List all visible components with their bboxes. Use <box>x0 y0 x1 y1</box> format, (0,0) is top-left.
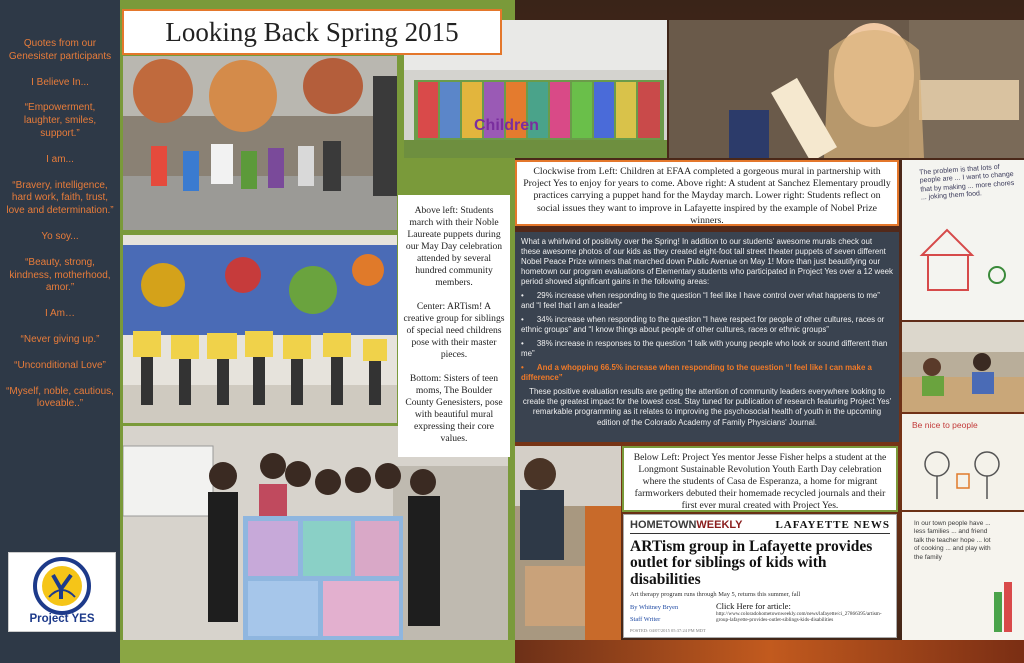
quote: “Never giving up.” <box>20 333 100 345</box>
caption-left-2: Center: ARTism! A creative group for siblings of special need childrens pose with their master pieces. <box>403 300 505 360</box>
quote: “Bravery, intelligence, hard work, faith, trust, love and determination.” <box>6 179 114 217</box>
quote: “Myself, noble, cautious, loveable..” <box>6 385 114 410</box>
note-mid-text: Be nice to people <box>912 420 978 430</box>
orange-footer-strip <box>515 640 1024 663</box>
byline-name: By Whitney Bryen <box>630 603 679 611</box>
newspaper-subhead: Art therapy program runs through May 5, returns this summer, fall <box>630 590 801 598</box>
stat-bullet: • 29% increase when responding to the question “I feel like I have control over what happens to me” and “I feel that I am a leader” <box>521 291 880 311</box>
note-bottom-text: In our town people have ... less families ... and friend talk the teacher hope ... lot of cooking ... and play with the family <box>914 520 991 561</box>
newspaper-section: LAFAYETTE NEWS <box>775 519 890 531</box>
highlight-text: And a whopping 66.5% increase when responding to the question “I feel like I can make a difference” <box>521 363 872 383</box>
mural-word: Children <box>474 117 539 134</box>
quote-heading: Quotes from our Genesister participants <box>8 38 112 62</box>
byline-role: Staff Writer <box>630 615 661 623</box>
quote: “Empowerment, laughter, smiles, support.” <box>23 102 97 139</box>
mentor-image <box>515 446 621 640</box>
puppet-hand-image <box>669 20 1024 158</box>
intro-paragraph: What a whirlwind of positivity over the Spring! In addition to our students' awesome murals check out these awesome photos of our kids as they created eight-foot tall street theater puppets of seven different Nobel Peace Prize winners that marched down Public Avenue on May 1! More than just beautifying our hometown our program evaluations of Elementary students who participated in Project Yes over a 12 week period showed significant gains in the following areas: <box>521 237 893 287</box>
stat-bullet-text: 34% increase when responding to the question “I have respect for people of other cultures, races or ethnic groups” and “I know things about people of other cultures, races or ethnic groups” <box>521 315 885 335</box>
photo-artism-group <box>123 235 397 423</box>
photo-classroom <box>902 322 1024 412</box>
photo-student-note-top <box>902 160 1024 320</box>
quote-prompt: I Am… <box>44 308 75 320</box>
project-yes-logo <box>8 552 116 632</box>
classroom-image <box>902 322 1024 412</box>
newspaper-headline: ARTism group in Lafayette provides outlet for siblings of kids with disabilities <box>630 538 873 588</box>
stat-bullet-text: 29% increase when responding to the question “I feel like I have control over what happens to me” and “I feel that I am a leader” <box>521 291 880 311</box>
photo-student-note-bottom <box>902 512 1024 640</box>
quote-prompt: Yo soy... <box>41 230 79 242</box>
article-link[interactable] <box>716 601 892 623</box>
genesisters-image <box>123 426 508 640</box>
page-title: Looking Back Spring 2015 <box>122 9 502 55</box>
quote: “Unconditional Love” <box>14 359 106 371</box>
closing-paragraph: These positive evaluation results are getting the attention of community leaders everywhere looking to create the greatest impact for the lowest cost. Stay tuned for publication of research featuring Project Yes' remarkable programming as it relates to improving the psychosocial health of youth in the upcoming edition of the Colorado Academy of Family Physicians' Journal. <box>522 387 892 427</box>
photo-puppet-hand <box>669 20 1024 158</box>
caption-bottom: Below Left: Project Yes mentor Jesse Fisher helps a student at the Longmont Sustainable Revolution Youth Earth Day celebration where the students of Casa de Esperanza, a home for migrant farmworkers debuted their homemade recycled journals and their first ever mural created with Project Yes. <box>622 446 898 512</box>
quote: “Beauty, strong, kindness, motherhood, amor.” <box>9 256 111 294</box>
masthead-a: HOMETOWN <box>630 519 697 531</box>
newspaper-clipping <box>623 514 897 638</box>
note-top-text: The problem is that lots of people are ... I want to change that by making ... more chores ... joking them food. <box>918 163 1015 202</box>
click-label: Click Here for article: <box>716 601 791 611</box>
artism-image <box>123 235 397 423</box>
masthead-b: WEEKLY <box>696 519 743 531</box>
caption-left <box>398 195 510 457</box>
caption-left-1: Above left: Students march with their Noble Laureate puppets during our May Day celebration attended by several hundred community members. <box>405 205 503 288</box>
article-url[interactable]: http://www.coloradohometownweekly.com/news/lafayette/ci_27866395/artism-group-lafayette-provides-outlet-siblings-kids-disabilities <box>716 611 882 623</box>
photo-mentor <box>515 446 621 640</box>
quote-prompt: I am... <box>46 153 74 165</box>
stat-bullet-text: 38% increase in responses to the question “I talk with young people who look or sound different than me” <box>521 339 888 359</box>
caption-top: Clockwise from Left: Children at EFAA completed a gorgeous mural in partnership with Project Yes to enjoy for years to come. Above right: A student at Sanchez Elementary proudly practices carrying a puppet hand for the Mayday march. Lower right: Students reflect on social issues they want to improve in Lafayette inspired by the example of Nobel Prize winners. <box>515 160 899 226</box>
main-text-box <box>515 232 899 442</box>
logo-text: Project YES <box>29 613 95 625</box>
highlight-bullet: • And a whopping 66.5% increase when responding to the question “I feel like I can make a difference” <box>521 363 872 383</box>
caption-left-3: Bottom: Sisters of teen moms, The Boulder County Genesisters, pose with beautiful mural expressing their core values. <box>405 372 503 444</box>
puppet-march-image <box>123 56 397 230</box>
photo-genesisters <box>123 426 508 640</box>
green-footer-strip <box>120 640 515 663</box>
masthead-rule <box>630 533 890 534</box>
quote-prompt: I Believe In... <box>31 76 89 88</box>
posted-date: POSTED: 04/07/2015 05:37:24 PM MDT <box>630 628 706 633</box>
stat-bullet: • 38% increase in responses to the question “I talk with young people who look or sound different than me” <box>521 339 888 359</box>
stat-bullet: • 34% increase when responding to the question “I have respect for people of other cultures, races or ethnic groups” and “I know things about people of other cultures, races or ethnic groups” <box>521 315 885 335</box>
photo-be-nice-drawing <box>902 414 1024 510</box>
photo-puppet-march <box>123 56 397 230</box>
